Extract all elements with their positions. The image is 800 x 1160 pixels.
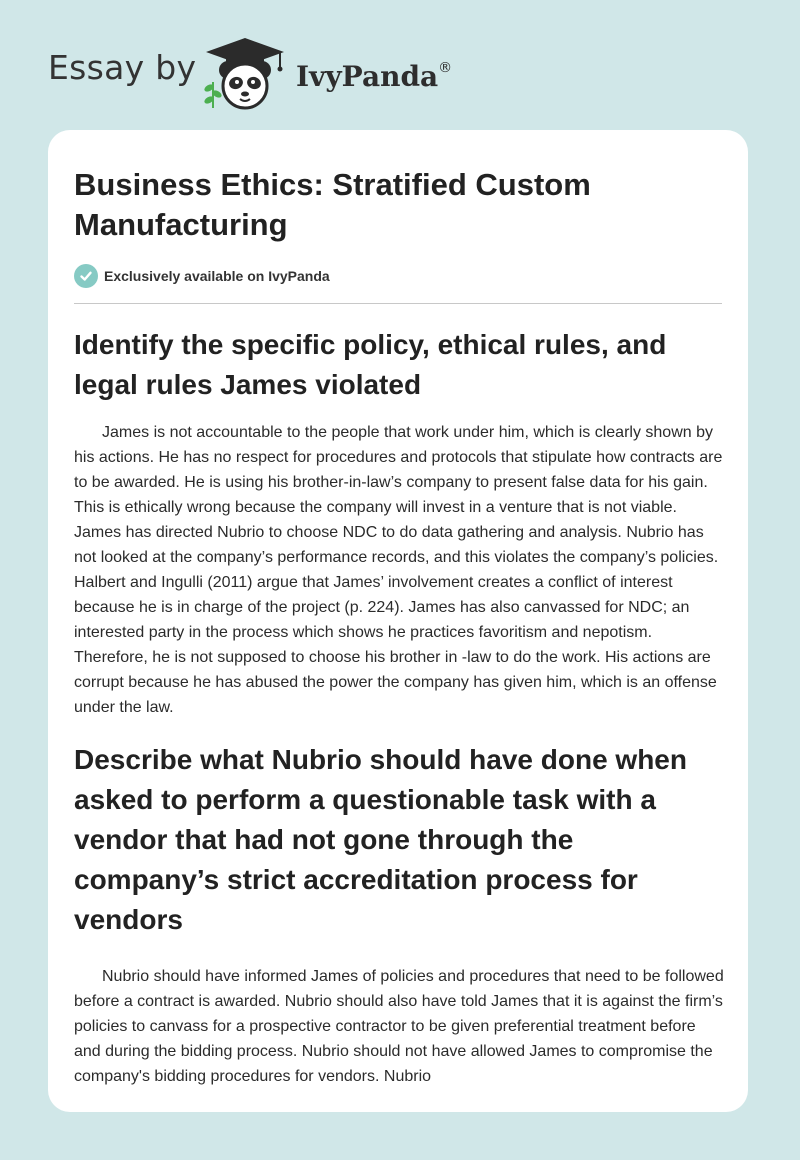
essay-section-2 — [74, 740, 726, 1089]
section-heading: Identify the specific policy, ethical rules, and legal rules James violated — [74, 329, 667, 400]
exclusive-badge — [74, 264, 330, 288]
brand-header[interactable] — [48, 34, 508, 114]
divider — [74, 303, 722, 304]
leaf-icon — [203, 82, 223, 108]
exclusive-label: Exclusively available on IvyPanda — [104, 268, 330, 284]
check-circle-icon — [74, 264, 98, 288]
section-heading: Describe what Nubrio should have done when asked to perform a questionable task with a vendor that had not gone through the company’s strict accreditation process for vendors — [74, 744, 687, 935]
page-title: Business Ethics: Stratified Custom Manufacturing — [74, 167, 591, 242]
essay-section-1 — [74, 325, 726, 720]
essay-card — [48, 130, 748, 1112]
brand-name: IvyPanda® — [296, 60, 453, 93]
panda-logo-icon — [200, 36, 290, 112]
section-paragraph: James is not accountable to the people that work under him, which is clearly shown by his actions. He has no respect for procedures and protocols that stipulate how contracts are to be awarded. He is using his brother-in-law’s company to present false data for his gain. This is ethically wrong because the company will invest in a venture that is not viable. James has directed Nubrio to choose NDC to do data gathering and analysis. Nubrio has not looked at the company’s performance records, and this violates the company’s policies. Halbert and Ingulli (2011) argue that James’ involvement creates a conflict of interest because he is in charge of the project (p. 224). James has also canvassed for NDC; an interested party in the process which shows he practices favoritism and nepotism. Therefore, he is not supposed to choose his brother in -law to do the work. His actions are corrupt because he has abused the power the company has given him, which is an offense under the law. — [74, 424, 723, 716]
section-paragraph: Nubrio should have informed James of policies and procedures that need to be followed before a contract is awarded. Nubrio should also have told James that it is against the firm’s policies to canvass for a prospective contractor to be given preferential treatment before and during the bidding process. Nubrio should not have allowed James to compromise the company's bidding procedures for vendors. Nubrio — [74, 968, 724, 1085]
registered-mark: ® — [438, 60, 453, 76]
essay-by-label: Essay by — [48, 48, 197, 87]
